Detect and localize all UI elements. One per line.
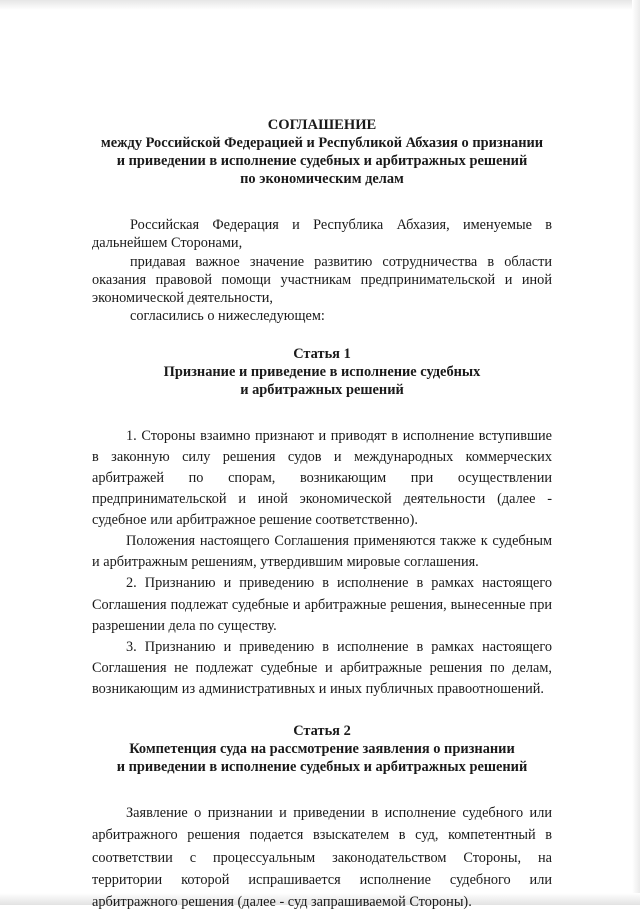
document-page — [92, 116, 552, 913]
document-title: СОГЛАШЕНИЕ — [267, 117, 377, 133]
document-subtitle-line: по экономическим делам — [240, 171, 404, 187]
article-heading-line: Компетенция суда на рассмотрение заявления о признании — [129, 741, 515, 757]
article-heading-line: и арбитражных решений — [240, 381, 404, 398]
document-subtitle-line: и приведении в исполнение судебных и арбитражных решений — [116, 153, 528, 169]
document-subtitle-line: между Российской Федерацией и Республикой Абхазия о признании — [100, 135, 544, 151]
article-heading-line: и приведении в исполнение судебных и арбитражных решений — [116, 759, 528, 775]
article-1-header — [92, 345, 552, 399]
article-paragraph: Заявление о признании и приведении в исполнение судебного или арбитражного решения подается взыскателем в суд, компетентный в соответствии с процессуальным законодательством Стороны, на территории которой испрашивается исполнение судебного или арбитражного решения (далее - суд запрашиваемой Стороны). — [92, 805, 552, 911]
article-2-header — [92, 722, 552, 776]
preamble-paragraph: придавая важное значение развитию сотрудничества в области оказания правовой помощи участникам предпринимательской и иной экономической деятельности, — [92, 253, 552, 307]
article-number: Статья 2 — [293, 723, 351, 739]
preamble-paragraph: согласились о нижеследующем: — [130, 308, 325, 325]
article-paragraph: 2. Признанию и приведению в исполнение в рамках настоящего Соглашения подлежат судебные и арбитражные решения, вынесенные при разрешении дела по существу. — [92, 575, 552, 634]
preamble — [92, 216, 552, 326]
article-paragraph: 1. Стороны взаимно признают и приводят в исполнение вступившие в законную силу решения судов и международных коммерческих арбитражей по спорам, возникающим при осуществлении предпринимательской и иной экономической деятельности (далее - судебное или арбитражное решение соответственно). — [92, 427, 552, 529]
article-number: Статья 1 — [293, 345, 351, 362]
article-paragraph: Положения настоящего Соглашения применяются также к судебным и арбитражным решениям, утвердившим мировые соглашения. — [92, 533, 552, 571]
article-2-body — [92, 802, 552, 913]
article-heading-line: Признание и приведение в исполнение судебных — [163, 363, 481, 380]
article-paragraph: 3. Признанию и приведению в исполнение в рамках настоящего Соглашения не подлежат судебные и арбитражные решения по делам, возникающим из административных и иных публичных правоотношений. — [92, 638, 552, 697]
preamble-paragraph: Российская Федерация и Республика Абхазия, именуемые в дальнейшем Сторонами, — [92, 217, 552, 252]
scan-shadow-right — [632, 0, 640, 905]
article-1-body — [92, 426, 552, 700]
scan-shadow-top — [0, 0, 640, 10]
